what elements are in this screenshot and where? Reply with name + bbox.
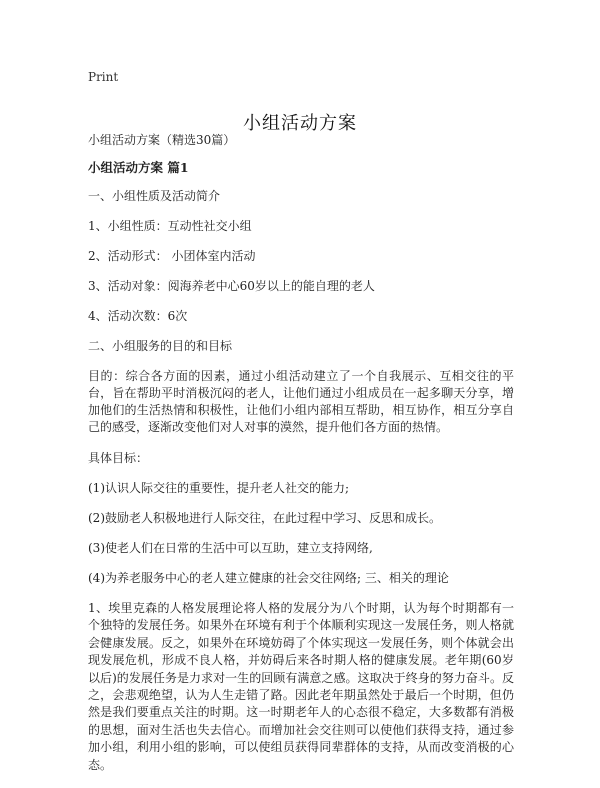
goal-item: (1)认识人际交往的重要性，提升老人社交的能力; (88, 481, 350, 495)
goals-heading: 具体目标： (88, 451, 149, 465)
print-label: Print (88, 70, 119, 84)
goal-item: (4)为养老服务中心的老人建立健康的社会交往网络; 三、相关的理论 (88, 571, 449, 585)
outline-item: 二、小组服务的目的和目标 (88, 339, 233, 353)
goal-item: (2)鼓励老人积极地进行人际交往，在此过程中学习、反思和成长。 (88, 511, 442, 525)
section-heading: 小组活动方案 篇1 (88, 160, 189, 175)
outline-item: 3、活动对象：阅海养老中心60岁以上的能自理的老人 (88, 279, 375, 293)
document-body (88, 132, 514, 788)
theory-paragraph: 1、埃里克森的人格发展理论将人格的发展分为八个时期，认为每个时期都有一个独特的发展任务。如果外在环境有利于个体顺利实现这一发展任务，则人格就会健康发展。反之，如果外在环境妨碍了个体实现这一发展任务，则个体就会出现发展危机，形成不良人格，并妨碍后来各时期人格的健康发展。老年期(60岁以后)的发展任务是力求对一生的回顾有满意之感。这取决于终身的努力奋斗。反之，会悲观绝望，认为人生走错了路。因此老年期虽然处于最后一个时期，但仍然是我们要重点关注的时期。这一时期老年人的心态很不稳定，大多数都有消极的思想，面对生活也失去信心。而增加社会交往则可以使他们获得支持，通过参加小组，利用小组的影响，可以使组员获得同辈群体的支持，从而改变消极的心态。 (88, 601, 514, 772)
document-subtitle: 小组活动方案（精选30篇） (88, 133, 236, 147)
goal-item: (3)使老人们在日常的生活中可以互助，建立支持网络, (88, 541, 373, 555)
outline-item: 1、小组性质：互动性社交小组 (88, 219, 252, 233)
purpose-paragraph: 目的：综合各方面的因素，通过小组活动建立了一个自我展示、互相交往的平台，旨在帮助平时消极沉闷的老人，让他们通过小组成员在一起多聊天分享，增加他们的生活热情和积极性，让他们小组内部相互帮助，相互协作，相互分享自己的感受，逐渐改变他们对人对事的漠然，提升他们各方面的热情。 (88, 369, 514, 434)
outline-item: 4、活动次数：6次 (88, 309, 188, 323)
outline-item: 2、活动形式： 小团体室内活动 (88, 249, 256, 263)
outline-item: 一、小组性质及活动简介 (88, 189, 221, 203)
document-title: 小组活动方案 (243, 113, 357, 135)
